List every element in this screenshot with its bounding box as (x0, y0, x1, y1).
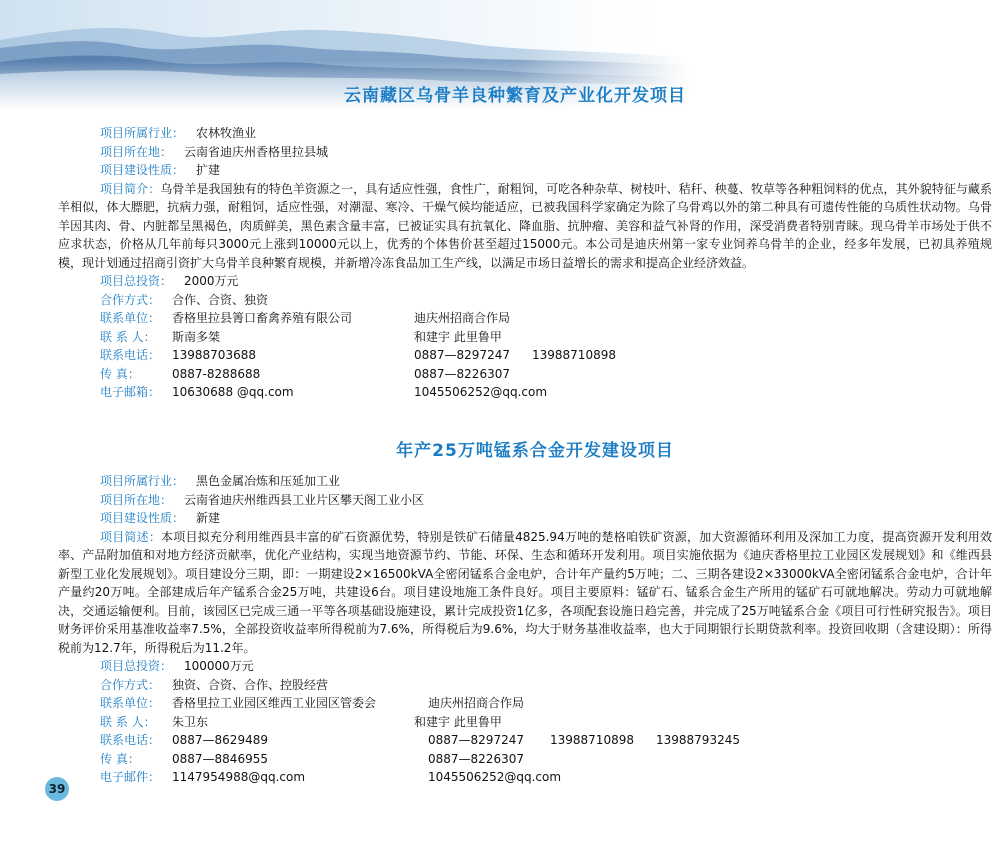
phone-row (58, 346, 992, 365)
nature-label: 项目建设性质： (100, 163, 185, 177)
industry-value: 黑色金属冶炼和压延加工业 (196, 474, 341, 488)
location-value: 云南省迪庆州香格里拉县城 (184, 144, 329, 159)
investment-row (58, 272, 992, 291)
email-value: 10630688 @qq.com (172, 385, 294, 399)
industry-label: 项目所属行业： (100, 474, 185, 488)
phone-value: 0887—8629489 (172, 733, 268, 747)
unit-value: 香格里拉工业园区维西工业园区管委会 (172, 696, 377, 710)
email-value-2: 1045506252@qq.com (414, 385, 548, 399)
industry-value: 农林牧渔业 (196, 126, 257, 140)
investment-value: 2000万元 (184, 274, 239, 288)
industry-label: 项目所属行业： (100, 126, 185, 140)
location-label: 项目所在地： (100, 492, 173, 507)
project-intro (58, 180, 992, 273)
fax-label: 传 真： (100, 751, 140, 766)
investment-label: 项目总投资： (100, 274, 173, 288)
email-label: 电子邮件： (100, 770, 161, 784)
fax-value-2: 0887—8226307 (428, 751, 524, 766)
contact-value-2: 和建宇 此里鲁甲 (414, 714, 502, 729)
coop-row (58, 291, 992, 310)
fax-value: 0887-8288688 (172, 366, 261, 381)
contact-value: 斯南多桀 (172, 329, 221, 344)
industry-row (58, 472, 992, 491)
phone-value-3: 13988710898 (532, 348, 616, 362)
location-row (58, 491, 992, 510)
email-row (58, 768, 992, 787)
unit-value: 香格里拉县箐口畜禽养殖有限公司 (172, 311, 353, 325)
coop-value: 合作、合资、独资 (172, 292, 269, 307)
unit-value-2: 迪庆州招商合作局 (414, 311, 511, 325)
investment-value: 100000万元 (184, 659, 254, 673)
intro-label: 项目简述： (100, 529, 162, 544)
unit-row (58, 309, 992, 328)
contact-row (58, 328, 992, 347)
nature-value: 扩建 (196, 163, 221, 177)
email-value-2: 1045506252@qq.com (428, 770, 562, 784)
coop-row (58, 676, 992, 695)
fax-value: 0887—8846955 (172, 751, 268, 766)
email-label: 电子邮箱： (100, 385, 161, 399)
contact-value-2: 和建宇 此里鲁甲 (414, 329, 502, 344)
coop-label: 合作方式： (100, 292, 161, 307)
nature-row (58, 509, 992, 528)
location-value: 云南省迪庆州维西县工业片区攀天阁工业小区 (184, 492, 425, 507)
location-row (58, 143, 992, 162)
nature-row (58, 161, 992, 180)
investment-row (58, 657, 992, 676)
phone-label: 联系电话： (100, 733, 161, 747)
project-section (58, 124, 992, 402)
intro-label: 项目简介： (100, 181, 161, 196)
fax-row (58, 750, 992, 769)
phone-value-3: 13988710898 (550, 733, 634, 747)
phone-label: 联系电话： (100, 348, 161, 362)
project-section (58, 472, 992, 787)
contact-label: 联 系 人： (100, 329, 156, 344)
nature-value: 新建 (196, 511, 221, 525)
coop-label: 合作方式： (100, 677, 161, 692)
page-number: 39 (45, 777, 69, 801)
unit-row (58, 694, 992, 713)
phone-value-2: 0887—8297247 (414, 348, 510, 362)
phone-value: 13988703688 (172, 348, 256, 362)
fax-label: 传 真： (100, 366, 140, 381)
email-value: 1147954988@qq.com (172, 770, 306, 784)
phone-row (58, 731, 992, 750)
project-intro (58, 528, 992, 658)
contact-value: 朱卫东 (172, 714, 209, 729)
fax-row (58, 365, 992, 384)
intro-text: 乌骨羊是我国独有的特色羊资源之一，具有适应性强，食性广，耐粗饲，可吃各种杂草、树枝叶、秸秆、秧蔓、牧草等各种粗饲料的优点，其外貌特征与藏系羊相似，体大膘肥，抗病力强，耐粗饲，适应性强，对潮湿、寒冷、干燥气候均能适应，已被我国科学家确定为除了乌骨鸡以外的第二种具有可遗传性能的乌质性状动物。乌骨羊因其肉、骨、内脏都呈黑褐色，肉质鲜美，黑色素含量丰富，已被证实具有抗氧化、降血脂、抗肿瘤、美容和益气补肾的作用，深受消费者特别青睐。现乌骨羊市场处于供不应求状态，价格从几年前每只3000元上涨到10000元以上，优秀的个体售价甚至超过15000元。本公司是迪庆州第一家专业饲养乌骨羊的企业，经多年发展，已初具养殖规模，现计划通过招商引资扩大乌骨羊良种繁育规模，并新增冷冻食品加工生产线，以满足市场日益增长的需求和提高企业经济效益。 (58, 181, 992, 270)
industry-row (58, 124, 992, 143)
unit-label: 联系单位： (100, 696, 161, 710)
nature-label: 项目建设性质： (100, 511, 185, 525)
location-label: 项目所在地： (100, 144, 173, 159)
contact-row (58, 713, 992, 732)
project-title: 云南藏区乌骨羊良种繁育及产业化开发项目 (344, 86, 686, 106)
email-row (58, 383, 992, 402)
investment-label: 项目总投资： (100, 659, 173, 673)
unit-label: 联系单位： (100, 311, 161, 325)
phone-value-2: 0887—8297247 (428, 733, 524, 747)
phone-value-4: 13988793245 (656, 733, 740, 747)
unit-value-2: 迪庆州招商合作局 (428, 696, 525, 710)
project-title: 年产25万吨锰系合金开发建设项目 (396, 441, 674, 461)
contact-label: 联 系 人： (100, 714, 156, 729)
coop-value: 独资、合资、合作、控股经营 (172, 677, 329, 692)
intro-text: 本项目拟充分利用维西县丰富的矿石资源优势，特别是铁矿石储量4825.94万吨的楚格咱铁矿资源，加大资源循环利用及深加工力度，提高资源开发利用效率、产品附加值和对地方经济贡献率，优化产业结构，实现当地资源节约、节能、环保、生态和循环开发利用。项目实施依据为《迪庆香格里拉工业园区发展规划》和《维西县新型工业化发展规划》。项目建设分三期，即：一期建设2×16500kVA全密闭锰系合金电炉，合计年产量约5万吨；二、三期各建设2×33000kVA全密闭锰系合金电炉，合计年产量约20万吨。全部建成后年产锰系合金25万吨，共建设6台。项目建设地施工条件良好。项目主要原料：锰矿石、锰系合金生产所用的锰矿石可就地解决。劳动力可就地解决，交通运输便利。目前，该园区已完成三通一平等各项基础设施建设，累计完成投资1亿多，各项配套设施日趋完善，并完成了25万吨锰系合金《项目可行性研究报告》。项目财务评价采用基准收益率7.5%，全部投资收益率所得税前为7.6%，所得税后为9.6%，均大于财务基准收益率，也大于同期银行长期贷款利率。投资回收期（含建设期）：所得税前为12.7年，所得税后为11.2年。 (58, 529, 992, 655)
fax-value-2: 0887—8226307 (414, 366, 510, 381)
